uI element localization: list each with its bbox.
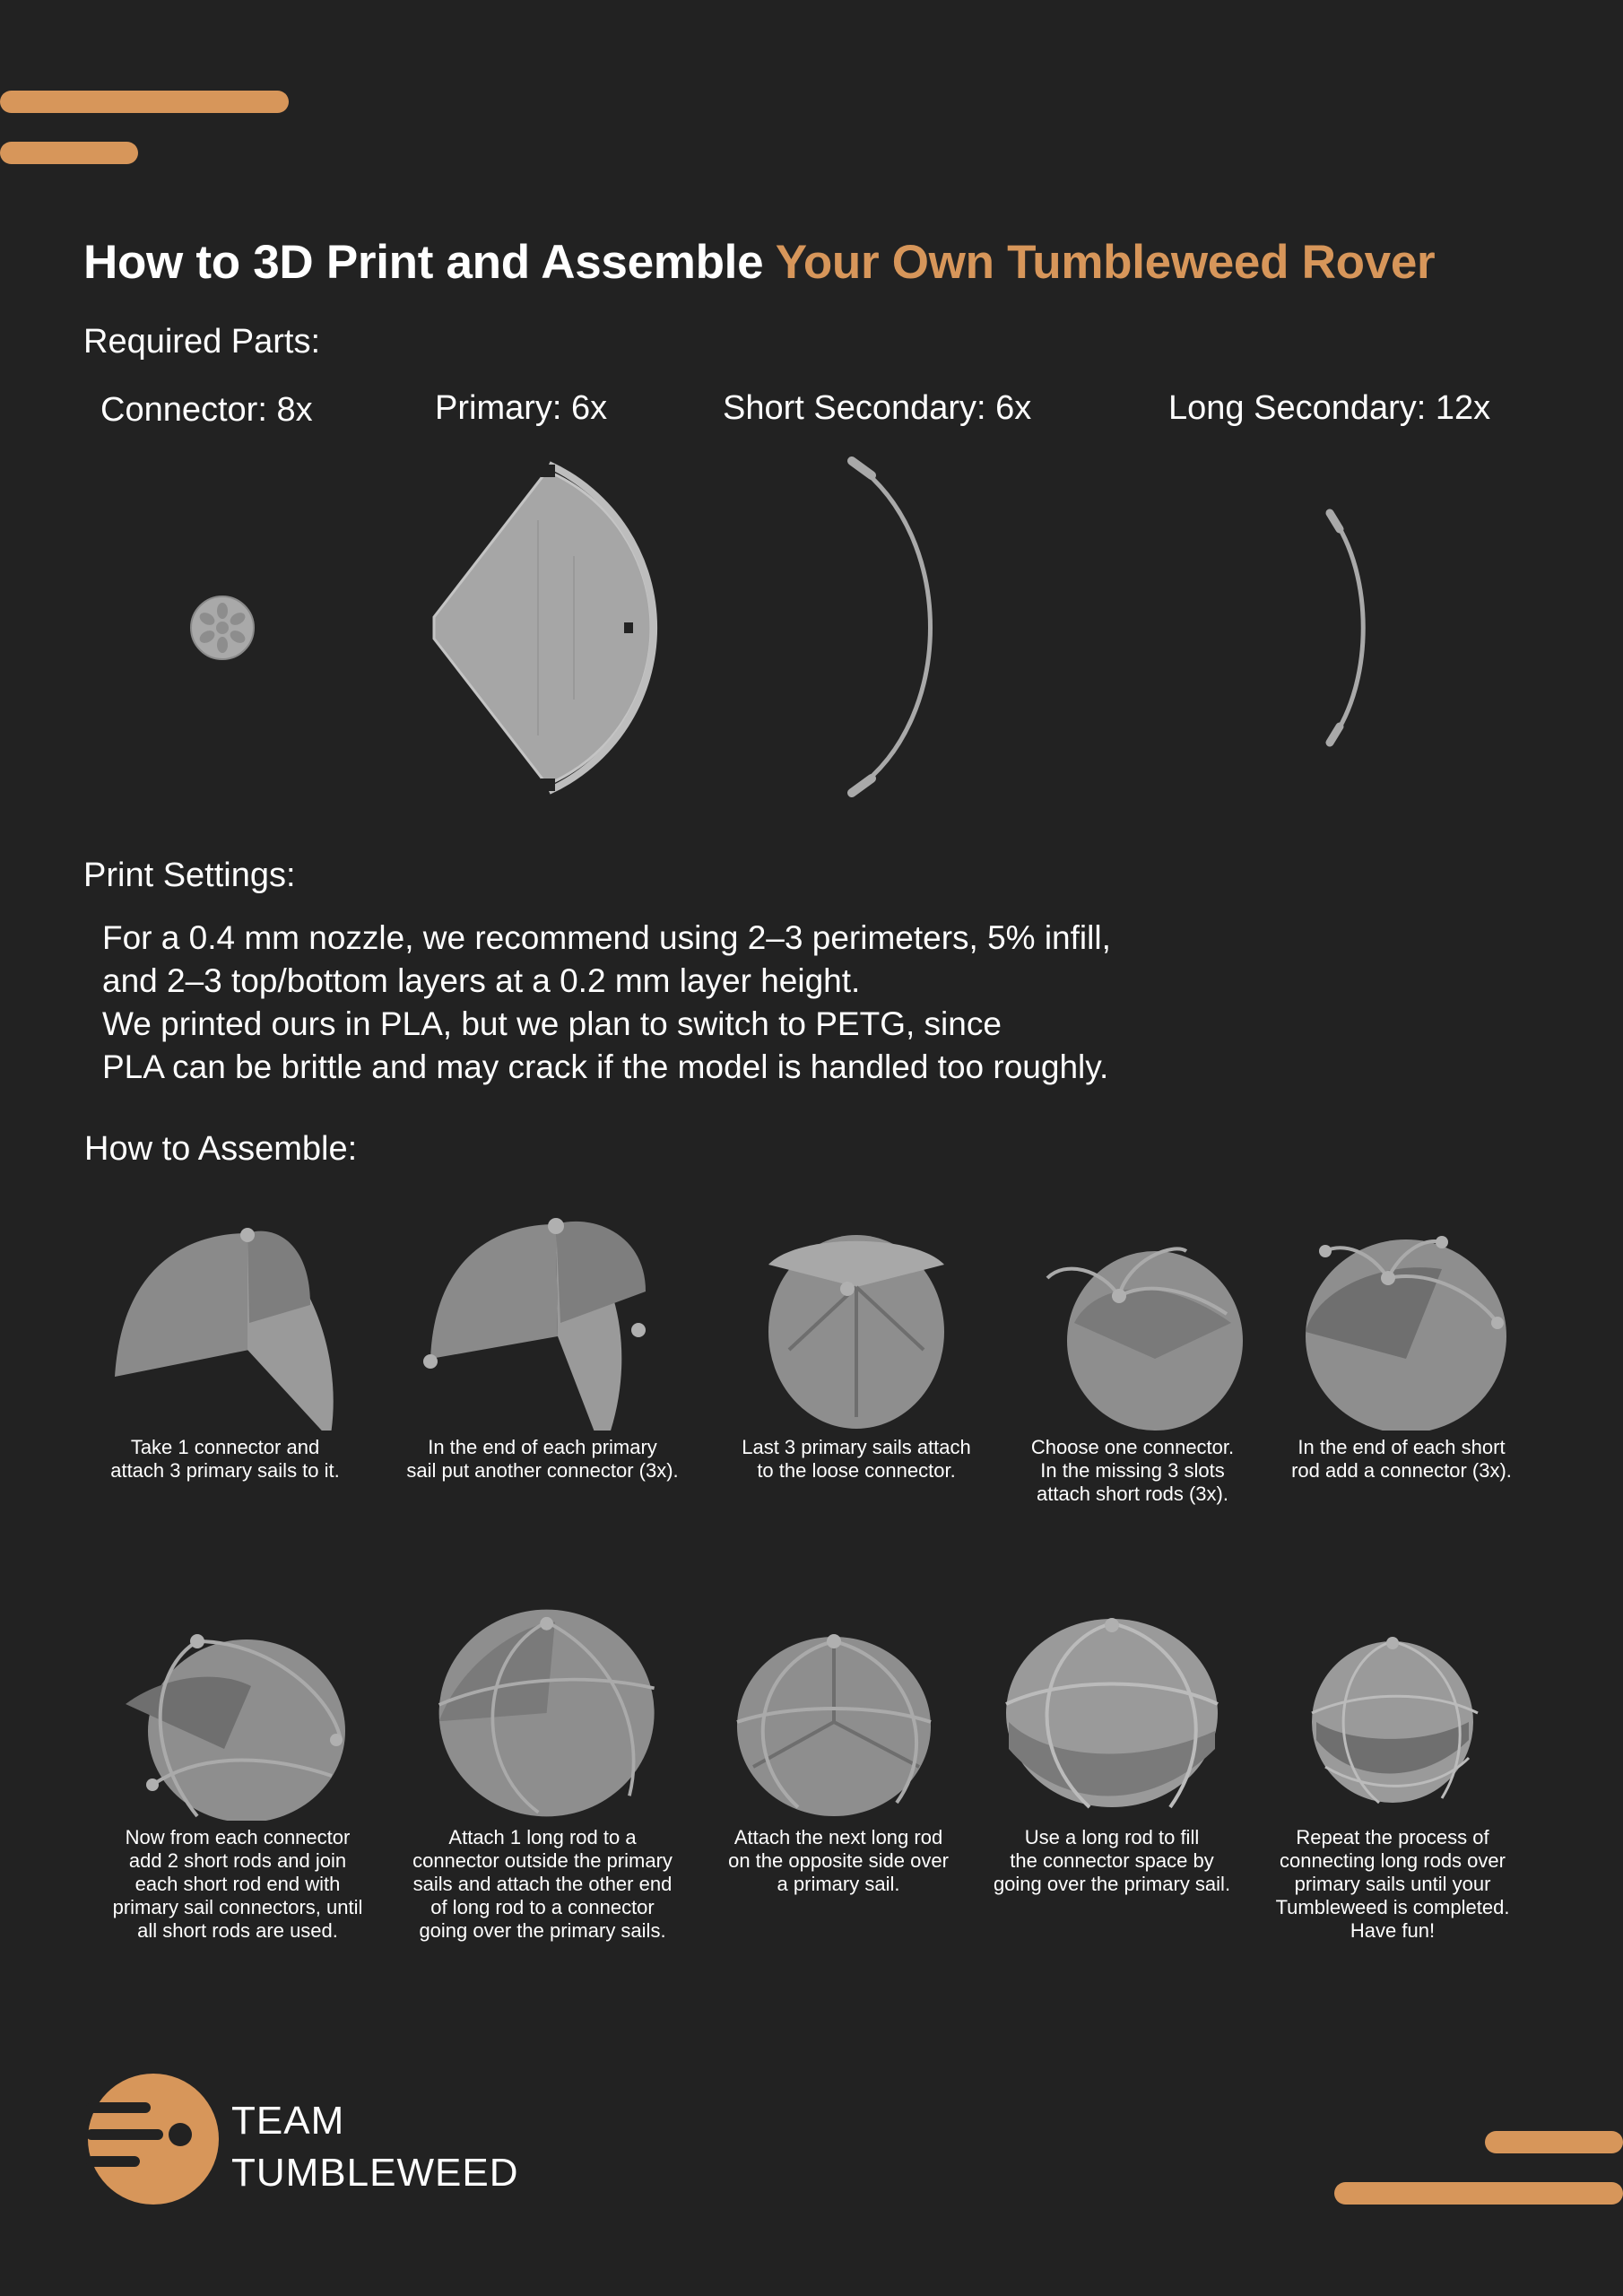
step-2-image xyxy=(404,1215,681,1431)
step-8-image xyxy=(699,1605,977,1821)
print-settings-line: We printed ours in PLA, but we plan to switch to PETG, since xyxy=(102,1005,1002,1042)
short-secondary-part-image xyxy=(852,461,931,793)
page-title xyxy=(83,235,1435,290)
assembly-step-6 xyxy=(99,1605,377,1943)
step-3-image xyxy=(717,1215,995,1431)
part-label-primary: Primary: 6x xyxy=(435,389,608,427)
step-10-image xyxy=(1254,1605,1532,1821)
logo-text-team: TEAM xyxy=(231,2099,345,2143)
step-4-image xyxy=(994,1215,1271,1431)
step-caption: Now from each connector add 2 short rods and join each short rod end with primary sail connectors, until all short rods are used. xyxy=(112,1826,363,1942)
step-caption: Choose one connector. In the missing 3 slots attach short rods (3x). xyxy=(1030,1436,1235,1505)
print-settings-heading: Print Settings: xyxy=(83,857,296,894)
required-parts-heading: Required Parts: xyxy=(83,323,321,361)
part-label-long-secondary: Long Secondary: 12x xyxy=(1168,389,1491,427)
print-settings-line: For a 0.4 mm nozzle, we recommend using 2–3 perimeters, 5% infill, xyxy=(102,919,1111,956)
step-caption: Take 1 connector and attach 3 primary sails to it. xyxy=(110,1436,340,1482)
decorative-bar-top-short xyxy=(0,142,138,164)
assembly-step-4 xyxy=(994,1215,1271,1506)
assembly-step-8 xyxy=(699,1605,977,1896)
parts-illustration xyxy=(0,430,1623,816)
decorative-bar-top-long xyxy=(0,91,289,113)
decorative-bar-bottom-short xyxy=(1485,2131,1623,2153)
step-caption: Use a long rod to fill the connector space by going over the primary sail. xyxy=(993,1826,1231,1895)
step-7-image xyxy=(404,1605,681,1821)
decorative-bar-bottom-long xyxy=(1334,2182,1623,2205)
title-part-white: How to 3D Print and Assemble xyxy=(83,236,776,289)
long-secondary-part-image xyxy=(1330,513,1363,743)
print-settings-text xyxy=(102,917,1111,1089)
step-caption: In the end of each primary sail put another connector (3x). xyxy=(406,1436,679,1482)
print-settings-line: PLA can be brittle and may crack if the model is handled too roughly. xyxy=(102,1048,1109,1085)
assembly-step-5 xyxy=(1263,1215,1541,1483)
part-label-short-secondary: Short Secondary: 6x xyxy=(723,389,1032,427)
assembly-step-9 xyxy=(973,1605,1251,1896)
step-6-image xyxy=(99,1605,377,1821)
connector-part-image xyxy=(191,596,254,659)
step-caption: Last 3 primary sails attach to the loose connector. xyxy=(742,1436,971,1482)
assembly-step-3 xyxy=(717,1215,995,1483)
how-to-assemble-heading: How to Assemble: xyxy=(84,1130,358,1168)
assembly-step-2 xyxy=(404,1215,681,1483)
assembly-step-1 xyxy=(86,1215,364,1483)
step-5-image xyxy=(1263,1215,1541,1431)
step-caption: In the end of each short rod add a connector (3x). xyxy=(1291,1436,1512,1482)
step-caption: Attach the next long rod on the opposite side over a primary sail. xyxy=(728,1826,949,1895)
step-caption: Attach 1 long rod to a connector outside the primary sails and attach the other end of long rod to a connector going over the primary sails. xyxy=(412,1826,673,1942)
primary-sail-part-image xyxy=(434,465,654,791)
step-9-image xyxy=(973,1605,1251,1821)
team-tumbleweed-logo-icon xyxy=(86,2072,221,2206)
step-caption: Repeat the process of connecting long rods over primary sails until your Tumbleweed is completed. Have fun! xyxy=(1275,1826,1510,1942)
title-part-accent: Your Own Tumbleweed Rover xyxy=(775,236,1436,289)
part-label-connector: Connector: 8x xyxy=(100,391,313,429)
step-1-image xyxy=(86,1215,364,1431)
assembly-step-10 xyxy=(1254,1605,1532,1943)
assembly-step-7 xyxy=(404,1605,681,1943)
logo-text-tumbleweed: TUMBLEWEED xyxy=(231,2151,519,2195)
print-settings-line: and 2–3 top/bottom layers at a 0.2 mm layer height. xyxy=(102,962,861,999)
